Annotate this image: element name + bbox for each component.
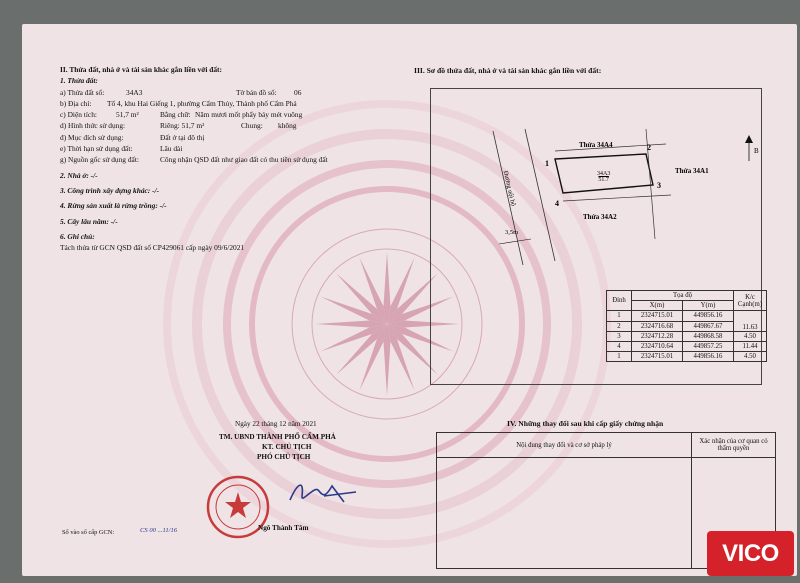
notes-text: Tách thửa từ GCN QSD đất số CP429061 cấp ngày 09/6/2021 — [60, 243, 245, 253]
vertex-1: 1 — [545, 159, 549, 168]
origin-value: Công nhận QSD đất như giao đất có thu tiền sử dụng đất — [160, 155, 328, 165]
register-number: CS 00 ...11/16 — [140, 527, 178, 534]
address-value: Tổ 4, khu Hai Giếng 1, phường Cẩm Thủy, Thành phố Cẩm Phả — [107, 98, 297, 108]
register-label: Số vào sổ cấp GCN: — [62, 529, 115, 536]
forest-line: 4. Rừng sản xuất là rừng trồng: -/- — [60, 201, 167, 211]
table-row: 2 2324716.68 449867.67 — [607, 321, 767, 331]
area-words-label: Bằng chữ: — [160, 110, 191, 120]
area-value: 51,7 m² — [116, 110, 139, 120]
col-length: K/c Cạnh(m) — [734, 291, 767, 311]
section-iii-heading: III. Sơ đồ thửa đất, nhà ở và tài sản khác gắn liền với đất: — [414, 66, 602, 75]
purpose-label: đ) Mục đích sử dụng: — [60, 132, 124, 142]
table-row: 1 2324715.01 449856.16 4.50 — [607, 352, 767, 362]
changes-content-cell — [437, 458, 692, 569]
road-label: Đường nội bộ — [501, 170, 517, 207]
notes-heading: 6. Ghi chú: — [60, 231, 95, 241]
col-x: X(m) — [632, 301, 683, 311]
plot-number-value: 34A3 — [126, 87, 143, 97]
changes-content-header: Nội dung thay đổi và cơ sở pháp lý — [437, 433, 692, 458]
north-label: B — [754, 147, 759, 155]
table-row: 1 2324715.01 449856.16 11.63 — [607, 311, 767, 321]
usage-common-label: Chung: — [241, 121, 263, 131]
area-words-value: Năm mươi mốt phẩy bảy mét vuông — [195, 110, 303, 120]
vico-watermark-logo: VICO — [707, 531, 794, 576]
usage-private-value: Riêng: 51,7 m² — [160, 121, 205, 131]
term-row — [60, 143, 415, 154]
table-row: 4 2324710.64 449857.25 11.44 — [607, 341, 767, 351]
col-coordinates: Tọa độ — [632, 291, 734, 301]
usage-form-label: d) Hình thức sử dụng: — [60, 121, 126, 131]
col-y: Y(m) — [683, 301, 734, 311]
origin-row — [60, 154, 415, 165]
land-plot-heading: 1. Thửa đất: — [60, 76, 98, 86]
changes-confirm-header: Xác nhận của cơ quan có thẩm quyền — [692, 433, 776, 458]
map-sheet-label: Tờ bản đồ số: — [236, 87, 277, 97]
on-behalf-chairman: KT. CHỦ TỊCH — [262, 443, 312, 451]
col-vertex: Đỉnh — [607, 291, 632, 311]
neighbor-bottom-label: Thửa 34A2 — [583, 213, 617, 221]
issue-date: Ngày 22 tháng 12 năm 2021 — [235, 420, 317, 428]
parcel-area: 51.7 — [598, 177, 609, 183]
perennial-line: 5. Cây lâu năm: -/- — [60, 216, 118, 226]
origin-label: g) Nguồn gốc sử dụng đất: — [60, 155, 139, 165]
neighbor-right-label: Thửa 34A1 — [675, 167, 709, 175]
certificate-sheet — [22, 24, 797, 576]
section-iv-heading: IV. Những thay đổi sau khi cấp giấy chứng nhận — [507, 419, 664, 428]
usage-form-row — [60, 120, 415, 131]
vice-chairman-title: PHÓ CHỦ TỊCH — [257, 453, 311, 461]
parcel-number: 34A3 — [597, 171, 611, 177]
address-row — [60, 98, 415, 109]
signer-name: Ngô Thành Tâm — [258, 524, 309, 532]
neighbor-top-label: Thửa 34A4 — [579, 141, 613, 149]
table-row: 3 2324712.28 449868.58 4.50 — [607, 331, 767, 341]
area-row — [60, 109, 415, 120]
construction-line: 3. Công trình xây dựng khác: -/- — [60, 185, 160, 195]
issuing-authority: TM. UBND THÀNH PHỐ CẨM PHẢ — [219, 433, 336, 441]
term-value: Lâu dài — [160, 144, 183, 154]
parcel-label — [597, 171, 610, 183]
coordinates-table — [606, 290, 767, 362]
purpose-value: Đất ở tại đô thị — [160, 132, 205, 142]
purpose-row — [60, 132, 415, 143]
road-edge-right — [525, 129, 555, 261]
north-arrow-head — [745, 135, 753, 143]
vertex-4: 4 — [555, 199, 559, 208]
usage-common-value: không — [278, 121, 297, 131]
plot-number-row — [60, 87, 415, 98]
width-label: 3,5m — [505, 229, 519, 236]
width-dimension-line — [499, 239, 531, 244]
plot-number-label: a) Thửa đất số: — [60, 87, 105, 97]
map-sheet-value: 06 — [294, 87, 302, 97]
handwritten-signature — [284, 476, 364, 508]
house-line: 2. Nhà ở: -/- — [60, 170, 98, 180]
section-ii-heading: II. Thửa đất, nhà ở và tài sản khác gắn liền với đất: — [60, 65, 222, 74]
term-label: e) Thời hạn sử dụng đất: — [60, 144, 133, 154]
left-column — [60, 64, 415, 253]
address-label: b) Địa chỉ: — [60, 98, 92, 108]
vertex-2: 2 — [647, 143, 651, 152]
vertex-3: 3 — [657, 181, 661, 190]
area-label: c) Diện tích: — [60, 110, 97, 120]
